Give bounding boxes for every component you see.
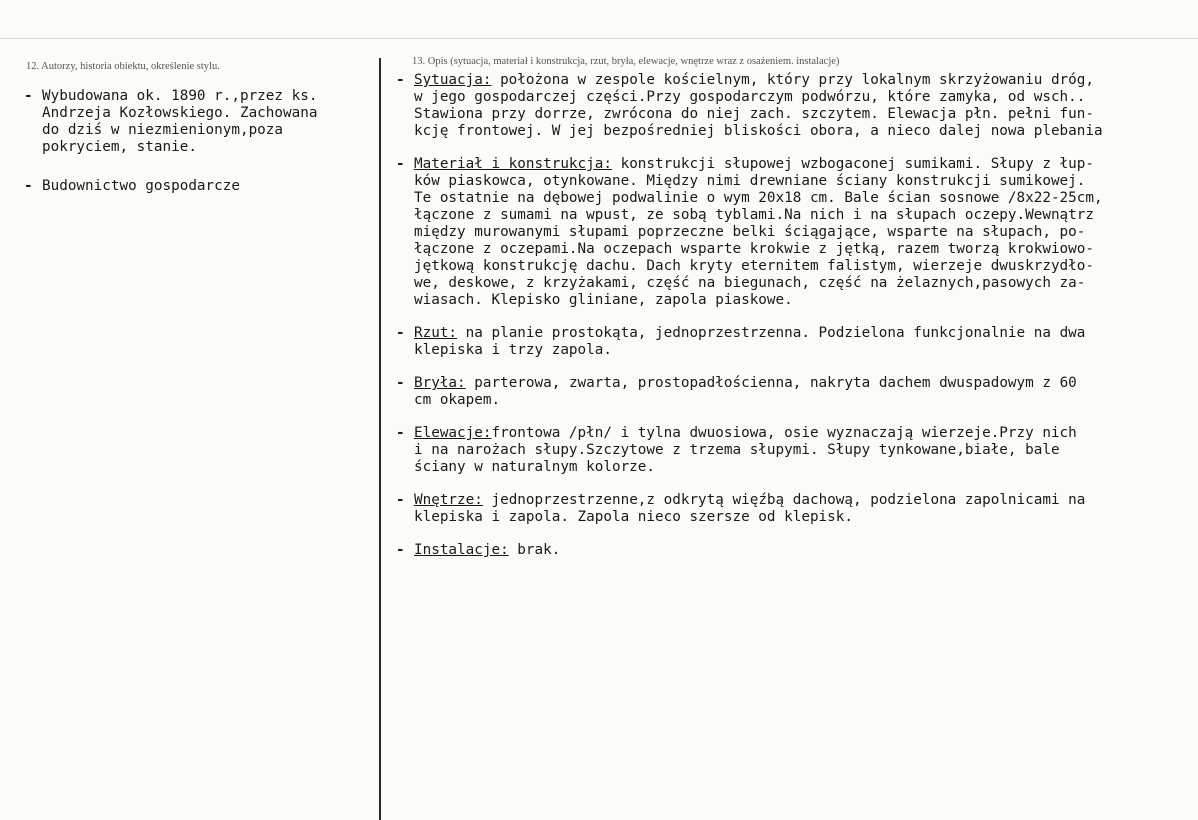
text-line: pokryciem, stanie. [42,139,197,155]
style-entry [24,178,374,195]
bullet-dash: - [396,72,405,88]
entry-label: Materiał i konstrukcja: [414,156,612,172]
text-line: cm okapem. [414,392,501,408]
text-line: klepiska i trzy zapola. [414,342,612,358]
bullet-dash: - [396,492,405,508]
text-line: do dziś w niezmienionym,poza [42,122,284,138]
text-line: kcję frontowej. W jej bezpośredniej bliskości obora, a nieco dalej nowa plebania [414,123,1103,139]
bullet-dash: - [396,425,405,441]
entry-label: Rzut: [414,325,458,341]
text-line: w jego gospodarczej części.Przy gospodarczym podwórzu, które zamyka, od wsch.. [414,89,1086,105]
description-column [396,72,1196,575]
text-line: brak. [508,542,561,558]
bullet-dash: - [24,178,33,194]
plan-entry [396,325,1196,359]
text-line: Budownictwo gospodarcze [42,178,240,194]
section-12-header: 12. Autorzy, historia obiektu, określenie stylu. [26,61,220,72]
situation-entry [396,72,1196,140]
section-13-header: 13. Opis (sytuacja, materiał i konstrukcja, rzut, bryła, elewacje, wnętrze wraz z osażeniem. instalacje) [412,56,840,67]
bullet-dash: - [396,156,405,172]
bullet-dash: - [396,375,405,391]
text-line: łączone z sumami na wpust, ze sobą tyblami.Na nich i na słupach oczepy.Wewnątrz [414,207,1094,223]
text-line: na planie prostokąta, jednoprzestrzenna. Podzielona funkcjonalnie na dwa [457,325,1086,341]
text-line: Andrzeja Kozłowskiego. Zachowana [42,105,318,121]
text-line: frontowa /płn/ i tylna dwuosiowa, osie wyznaczają wierzeje.Przy nich [491,425,1077,441]
authors-history-column [24,88,374,217]
text-line: ków piaskowca, otynkowane. Między nimi drewniane ściany konstrukcji sumikowej. [414,173,1086,189]
massing-entry [396,375,1196,409]
text-line: położona w zespole kościelnym, który przy lokalnym skrzyżowaniu dróg, [491,72,1094,88]
text-line: parterowa, zwarta, prostopadłościenna, nakryta dachem dwuspadowym z 60 [465,375,1077,391]
top-rule [0,38,1198,39]
text-line: ściany w naturalnym kolorze. [414,459,656,475]
bullet-dash: - [24,88,33,104]
entry-label: Instalacje: [414,542,509,558]
text-line: Wybudowana ok. 1890 r.,przez ks. [42,88,318,104]
elevations-entry [396,425,1196,476]
text-line: łączone z oczepami.Na oczepach wsparte krokwie z jętką, razem tworzą krokwiowo- [414,241,1094,257]
text-line: wiasach. Klepisko gliniane, zapola piaskowe. [414,292,793,308]
text-line: jednoprzestrzenne,z odkrytą więźbą dachową, podzielona zapolnicami na [482,492,1086,508]
text-line: klepiska i zapola. Zapola nieco szersze od klepisk. [414,509,853,525]
text-line: Stawiona przy dorrze, zwrócona do niej zach. szczytem. Elewacja płn. pełni fun- [414,106,1094,122]
column-divider [379,58,381,820]
text-line: we, deskowe, z krzyżakami, część na biegunach, część na żelaznych,pasowych za- [414,275,1086,291]
interior-entry [396,492,1196,526]
text-line: Te ostatnie na dębowej podwalinie o wym 20x18 cm. Bale ścian sosnowe /8x22-25cm, [414,190,1103,206]
text-line: i na narożach słupy.Szczytowe z trzema słupymi. Słupy tynkowane,białe, bale [414,442,1060,458]
text-line: jętkową konstrukcję dachu. Dach kryty eternitem falistym, wierzeje dwuskrzydło- [414,258,1094,274]
bullet-dash: - [396,325,405,341]
installations-entry [396,542,1196,559]
material-construction-entry [396,156,1196,309]
entry-label: Wnętrze: [414,492,483,508]
entry-label: Sytuacja: [414,72,492,88]
history-entry [24,88,374,156]
text-line: konstrukcji słupowej wzbogaconej sumikami. Słupy z łup- [611,156,1095,172]
bullet-dash: - [396,542,405,558]
text-line: między murowanymi słupami poprzeczne belki ściągające, wsparte na słupach, po- [414,224,1086,240]
entry-label: Elewacje: [414,425,492,441]
entry-label: Bryła: [414,375,466,391]
